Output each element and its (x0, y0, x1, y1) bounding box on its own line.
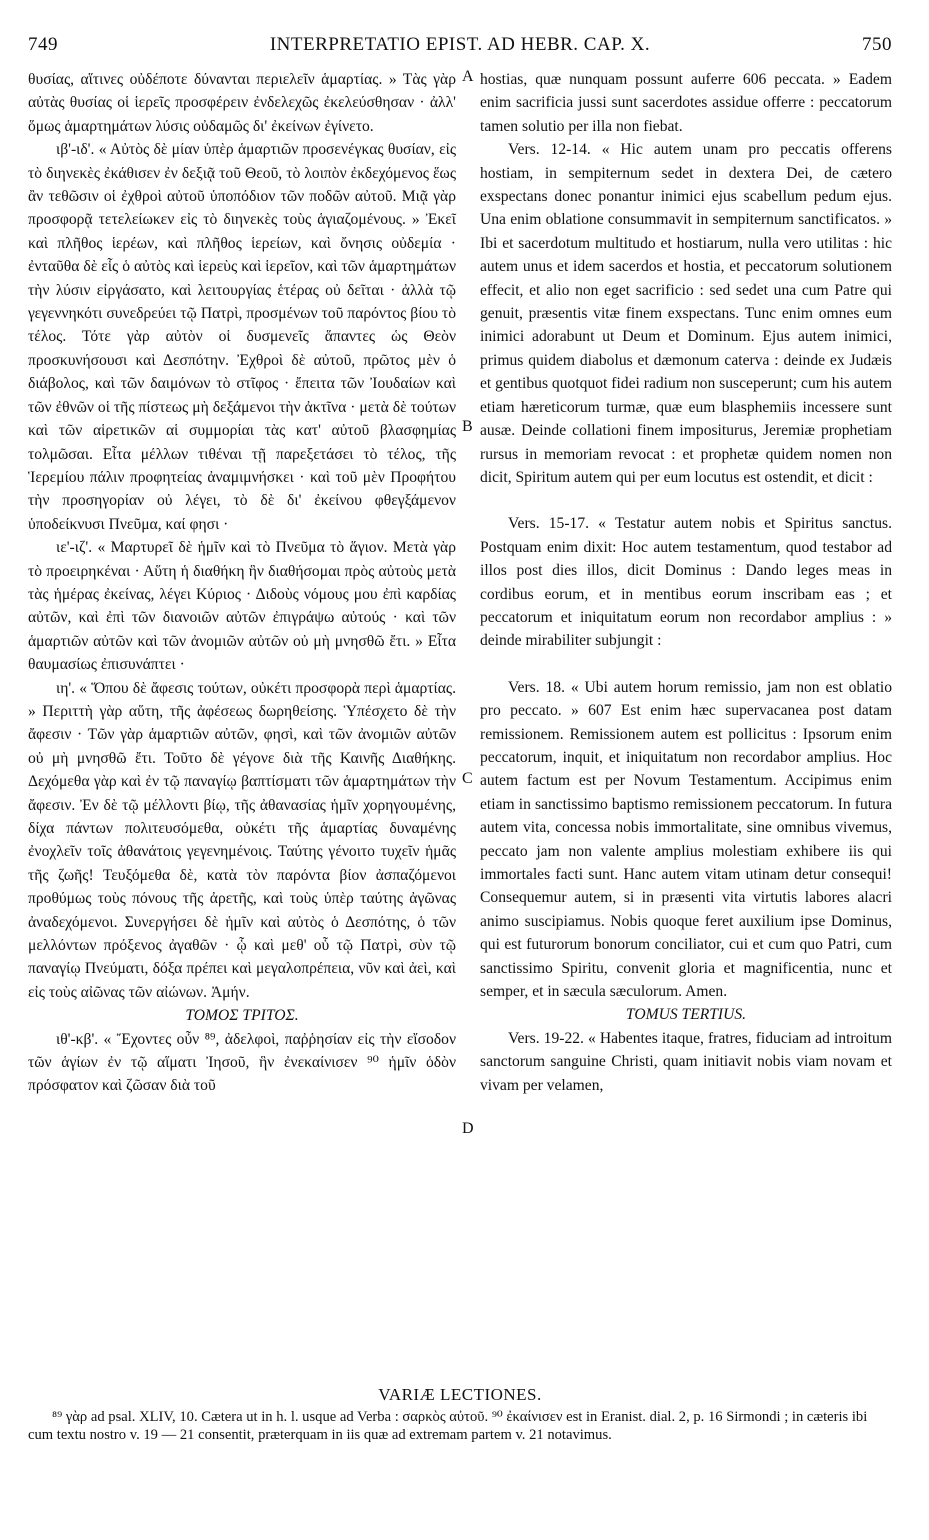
margin-letter-d: D (462, 1120, 474, 1137)
page-number-left: 749 (28, 34, 58, 55)
latin-paragraph-vv19-22: Vers. 19-22. « Habentes itaque, fratres, fiduciam ad introitum sanctorum sanguine Christi, quam initiavit nobis viam novam et vivam per velamen, (480, 1029, 892, 1094)
footnotes (28, 1408, 892, 1444)
latin-paragraph-vv12-14: Vers. 12-14. « Hic autem unam pro peccatis offerens hostiam, in sempiternum sedet in dextera Dei, de cætero exspectans donec ponantur inimici ejus scabellum pedum ejus. Una enim oblatione consummavit in sempiternum sanctificatos. » Ibi et sacerdotum multitudo et hostiarum, nulla vero utilitas : hic autem unus et idem sacerdos et hostia, et peccatorum solutionem effecit, et alio non eget sacrificio : sed sedet una cum Patre qui genuit, præsentis vitæ finem exspectans. Tunc enim omnes eum inimici adorabunt ut Deum et Dominum. Ejus autem inimici, primus quidem diabolus et dæmonum caterva : deinde ex Judæis et gentibus quotquot fidei radium non susceperunt; cum his autem etiam hæreticorum turmæ, quæ eum blasphemiis incessere sunt ausæ. Deinde collationi finem impositurus, Jeremiæ prophetiam rursus in memoriam revocat : et prophetæ quidem nomen non dicit, Spiritum autem qui per eum locutus est ostendit, et dicit : (480, 141, 892, 486)
latin-paragraph-v18: Vers. 18. « Ubi autem horum remissio, jam non est oblatio pro peccato. » 607 Est enim hæc supervacanea post datam remissionem. Remissionem autem est pollicitus : Ipsorum enim peccatorum, inquit, et iniquitatum non recordabor amplius. Hoc autem factum est per Novum Testamentum. Accipimus enim etiam in sanctissimo baptismo remissionem peccatorum. In futura autem vita, concessa nobis immortalitate, sine omnibus vivemus, peccato jam non valente amplius molestiam exhibere iis qui immortales facti sunt. Hanc autem vitam utinam detur consequi! Consequemur autem, si in præsenti vita virtutis labores alacri animo suscipiamus. Nobis quoque feret auxilium ipse Dominus, qui est futurorum bonorum conciliator, cui et cum quo Patri, cum sanctissimo Spiritu, convenit gloria et magnificentia, nunc et semper, et in sæcula sæculorum. Amen. (480, 678, 892, 1001)
margin-letter-a: A (462, 68, 474, 85)
greek-paragraph-vv12-14: ιβ'-ιδ'. « Αὐτὸς δὲ μίαν ὑπὲρ ἁμαρτιῶν προσενέγκας θυσίαν, εἰς τὸ διηνεκὲς ἐκάθισεν ἐν δεξιᾷ τοῦ Θεοῦ, τὸ λοιπὸν ἐκδεχόμενος ἕως ἂν τεθῶσιν οἱ ἐχθροὶ αὐτοῦ ὑποπόδιον τῶν ποδῶν αὐτοῦ. Μιᾷ γὰρ προσφορᾷ τετελείωκεν εἰς τὸ διηνεκὲς τοὺς ἁγιαζομένους. » Ἐκεῖ καὶ πλῆθος ἱερέων, καὶ πλῆθος ἱερείων, καὶ ὄνησις οὐδεμία · ἐνταῦθα δὲ εἷς ὁ αὐτὸς καὶ ἱερεὺς καὶ ἱερεῖον, καὶ τῶν ἁμαρτημάτων τὴν λύσιν εἰργάσατο, καὶ λειτουργίας ἑτέρας οὐ δεῖται · ἀλλὰ τῷ γεγεννηκότι συνεδρεύει τῷ Πατρὶ, προσμένων τοῦ παρόντος βίου τὸ τέλος. Τότε γὰρ αὐτὸν οἱ δυσμενεῖς ἅπαντες ὡς Θεὸν προσκυνήσουσι καὶ Δεσπότην. Ἐχθροὶ δὲ αὐτοῦ, πρῶτος μὲν ὁ διάβολος, καὶ τῶν δαιμόνων τὸ στῖφος · ἔπειτα τῶν Ἰουδαίων καὶ τῶν ἐθνῶν οἱ τῆς πίστεως μὴ δεξάμενοι τὴν ἀκτῖνα · μετὰ δὲ τούτων καὶ τῶν αἱρετικῶν αἱ συμμορίαι τὰς κατ' αὐτοῦ βλασφημίας τολμῶσαι. Εἶτα μέλλων τιθέναι τῇ παρεξετάσει τὸ τέλος, τῆς Ἱερεμίου πάλιν προφητείας ἀναμιμνήσκει · καὶ τοῦ μὲν Προφήτου τὴν προσηγορίαν οὐ λέγει, τὸ δὲ δι' ἐκείνου φθεγξάμενον ὑποδείκνυσι Πνεῦμα, καί φησι · (28, 141, 456, 533)
greek-column (28, 68, 456, 1098)
greek-tome-heading: ΤΟΜΟΣ ΤΡΙΤΟΣ. (185, 1007, 299, 1025)
footnote-text: ⁸⁹ γὰρ ad psal. XLIV, 10. Cætera ut in h. l. usque ad Verba : σαρκὸς αὐτοῦ. ⁹⁰ ἐκαίνισεν est in Eranist. dial. 2, p. 16 Sirmondi ; in cæteris ibi cum textu nostro v. 19 — 21 consentit, præterquam in iis quæ ad extremam partem v. 21 notavimus. (28, 1409, 868, 1443)
greek-paragraph-vv19-22: ιθ'-κβ'. « Ἔχοντες οὖν ⁸⁹, ἀδελφοὶ, παῤῥησίαν εἰς τὴν εἴσοδον τῶν ἁγίων ἐν τῷ αἵματι Ἰησοῦ, ἣν ἐνεκαίνισεν ⁹⁰ ἡμῖν ὁδὸν πρόσφατον καὶ ζῶσαν διὰ τοῦ (28, 1030, 456, 1095)
greek-paragraph-1: θυσίας, αἵτινες οὐδέποτε δύνανται περιελεῖν ἁμαρτίας. » Τὰς γὰρ αὐτὰς θυσίας οἱ ἱερεῖς προσφέρειν ἐνδελεχῶς ἐκελεύσθησαν · ἀλλ' ὅμως ἁμαρτημάτων λύσις οὐδαμῶς δι' ἐκείνων ἐγίνετο. (28, 71, 456, 135)
latin-paragraph-1: hostias, quæ nunquam possunt auferre 606 peccata. » Eadem enim sacrificia jussi sunt sacerdotes assidue offerre : peccatorum tamen solutio per illa non fiebat. (480, 71, 892, 135)
greek-paragraph-vv15-17: ιε'-ιζ'. « Μαρτυρεῖ δὲ ἡμῖν καὶ τὸ Πνεῦμα τὸ ἅγιον. Μετὰ γὰρ τὸ προειρηκέναι · Αὕτη ἡ διαθήκη ἣν διαθήσομαι πρὸς αὐτοὺς μετὰ τὰς ἡμέρας ἐκείνας, λέγει Κύριος · Διδοὺς νόμους μου ἐπὶ καρδίας αὐτῶν, καὶ ἐπὶ τῶν διανοιῶν αὐτῶν ἐπιγράψω αὐτούς · καὶ τῶν ἁμαρτιῶν αὐτῶν καὶ τῶν ἀνομιῶν αὐτῶν οὐ μὴ μνησθῶ ἔτι. » Εἶτα θαυμασίως ἐπισυνάπτει · (28, 539, 456, 674)
latin-paragraph-vv15-17: Vers. 15-17. « Testatur autem nobis et Spiritus sanctus. Postquam enim dixit: Hoc autem testamentum, quod testabor ad illos post dies illos, dicit Dominus : Dando leges meas in cordibus eorum, et in mentibus eorum inscribam eas ; et peccatorum et iniquitatum eorum non recordabor amplius : » deinde mirabiliter subjungit : (480, 515, 892, 650)
latin-column (480, 68, 892, 1097)
latin-tome-heading: TOMUS TERTIUS. (625, 1006, 747, 1024)
greek-paragraph-v18: ιη'. « Ὅπου δὲ ἄφεσις τούτων, οὐκέτι προσφορὰ περὶ ἁμαρτίας. » Περιττὴ γὰρ αὕτη, τῆς ἀφέσεως δωρηθείσης. Ὑπέσχετο δὲ τὴν ἄφεσιν · Τῶν γὰρ ἁμαρτιῶν αὐτῶν, φησὶ, καὶ τῶν ἀνομιῶν αὐτῶν οὐ μὴ μνησθῶ ἔτι. Τοῦτο δὲ γέγονε διὰ τῆς Καινῆς Διαθήκης. Δεχόμεθα γὰρ καὶ ἐν τῷ παναγίῳ βαπτίσματι τῶν ἁμαρτημάτων τὴν ἄφεσιν. Ἐν δὲ τῷ μέλλοντι βίῳ, τῆς ἀθανασίας ἡμῖν χορηγουμένης, δίχα πάντων πολιτευσόμεθα, οὐκέτι τῆς ἁμαρτίας δυναμένης ἐνοχλεῖν τοῖς ἀθανάτοις γεγενημένοις. Ταύτης γένοιτο τυχεῖν ἡμᾶς τῆς ζωῆς! Τευξόμεθα δὲ, κατὰ τὸν παρόντα βίον ἀσπαζόμενοι προθύμως τοὺς πόνους τῆς ἀρετῆς, καὶ τοὺς ὑπὲρ ταύτης ἀγῶνας ἀναδεχόμενοι. Συνεργήσει δὲ ἡμῖν καὶ αὐτὸς ὁ Δεσπότης, ὁ τῶν μελλόντων πρόξενος ἀγαθῶν · ᾧ καὶ μεθ' οὗ τῷ Πατρὶ, σὺν τῷ παναγίῳ Πνεύματι, δόξα πρέπει καὶ μεγαλοπρέπεια, νῦν καὶ ἀεὶ, καὶ εἰς τοὺς αἰῶνας τῶν αἰώνων. Ἀμήν. (28, 679, 456, 1001)
margin-letter-c: C (462, 770, 473, 787)
margin-letter-b: B (462, 418, 473, 435)
running-title: INTERPRETATIO EPIST. AD HEBR. CAP. X. (269, 34, 651, 55)
page-number-right: 750 (862, 34, 892, 55)
variae-lectiones-heading: VARIÆ LECTIONES. (378, 1385, 542, 1404)
running-header (28, 34, 892, 62)
